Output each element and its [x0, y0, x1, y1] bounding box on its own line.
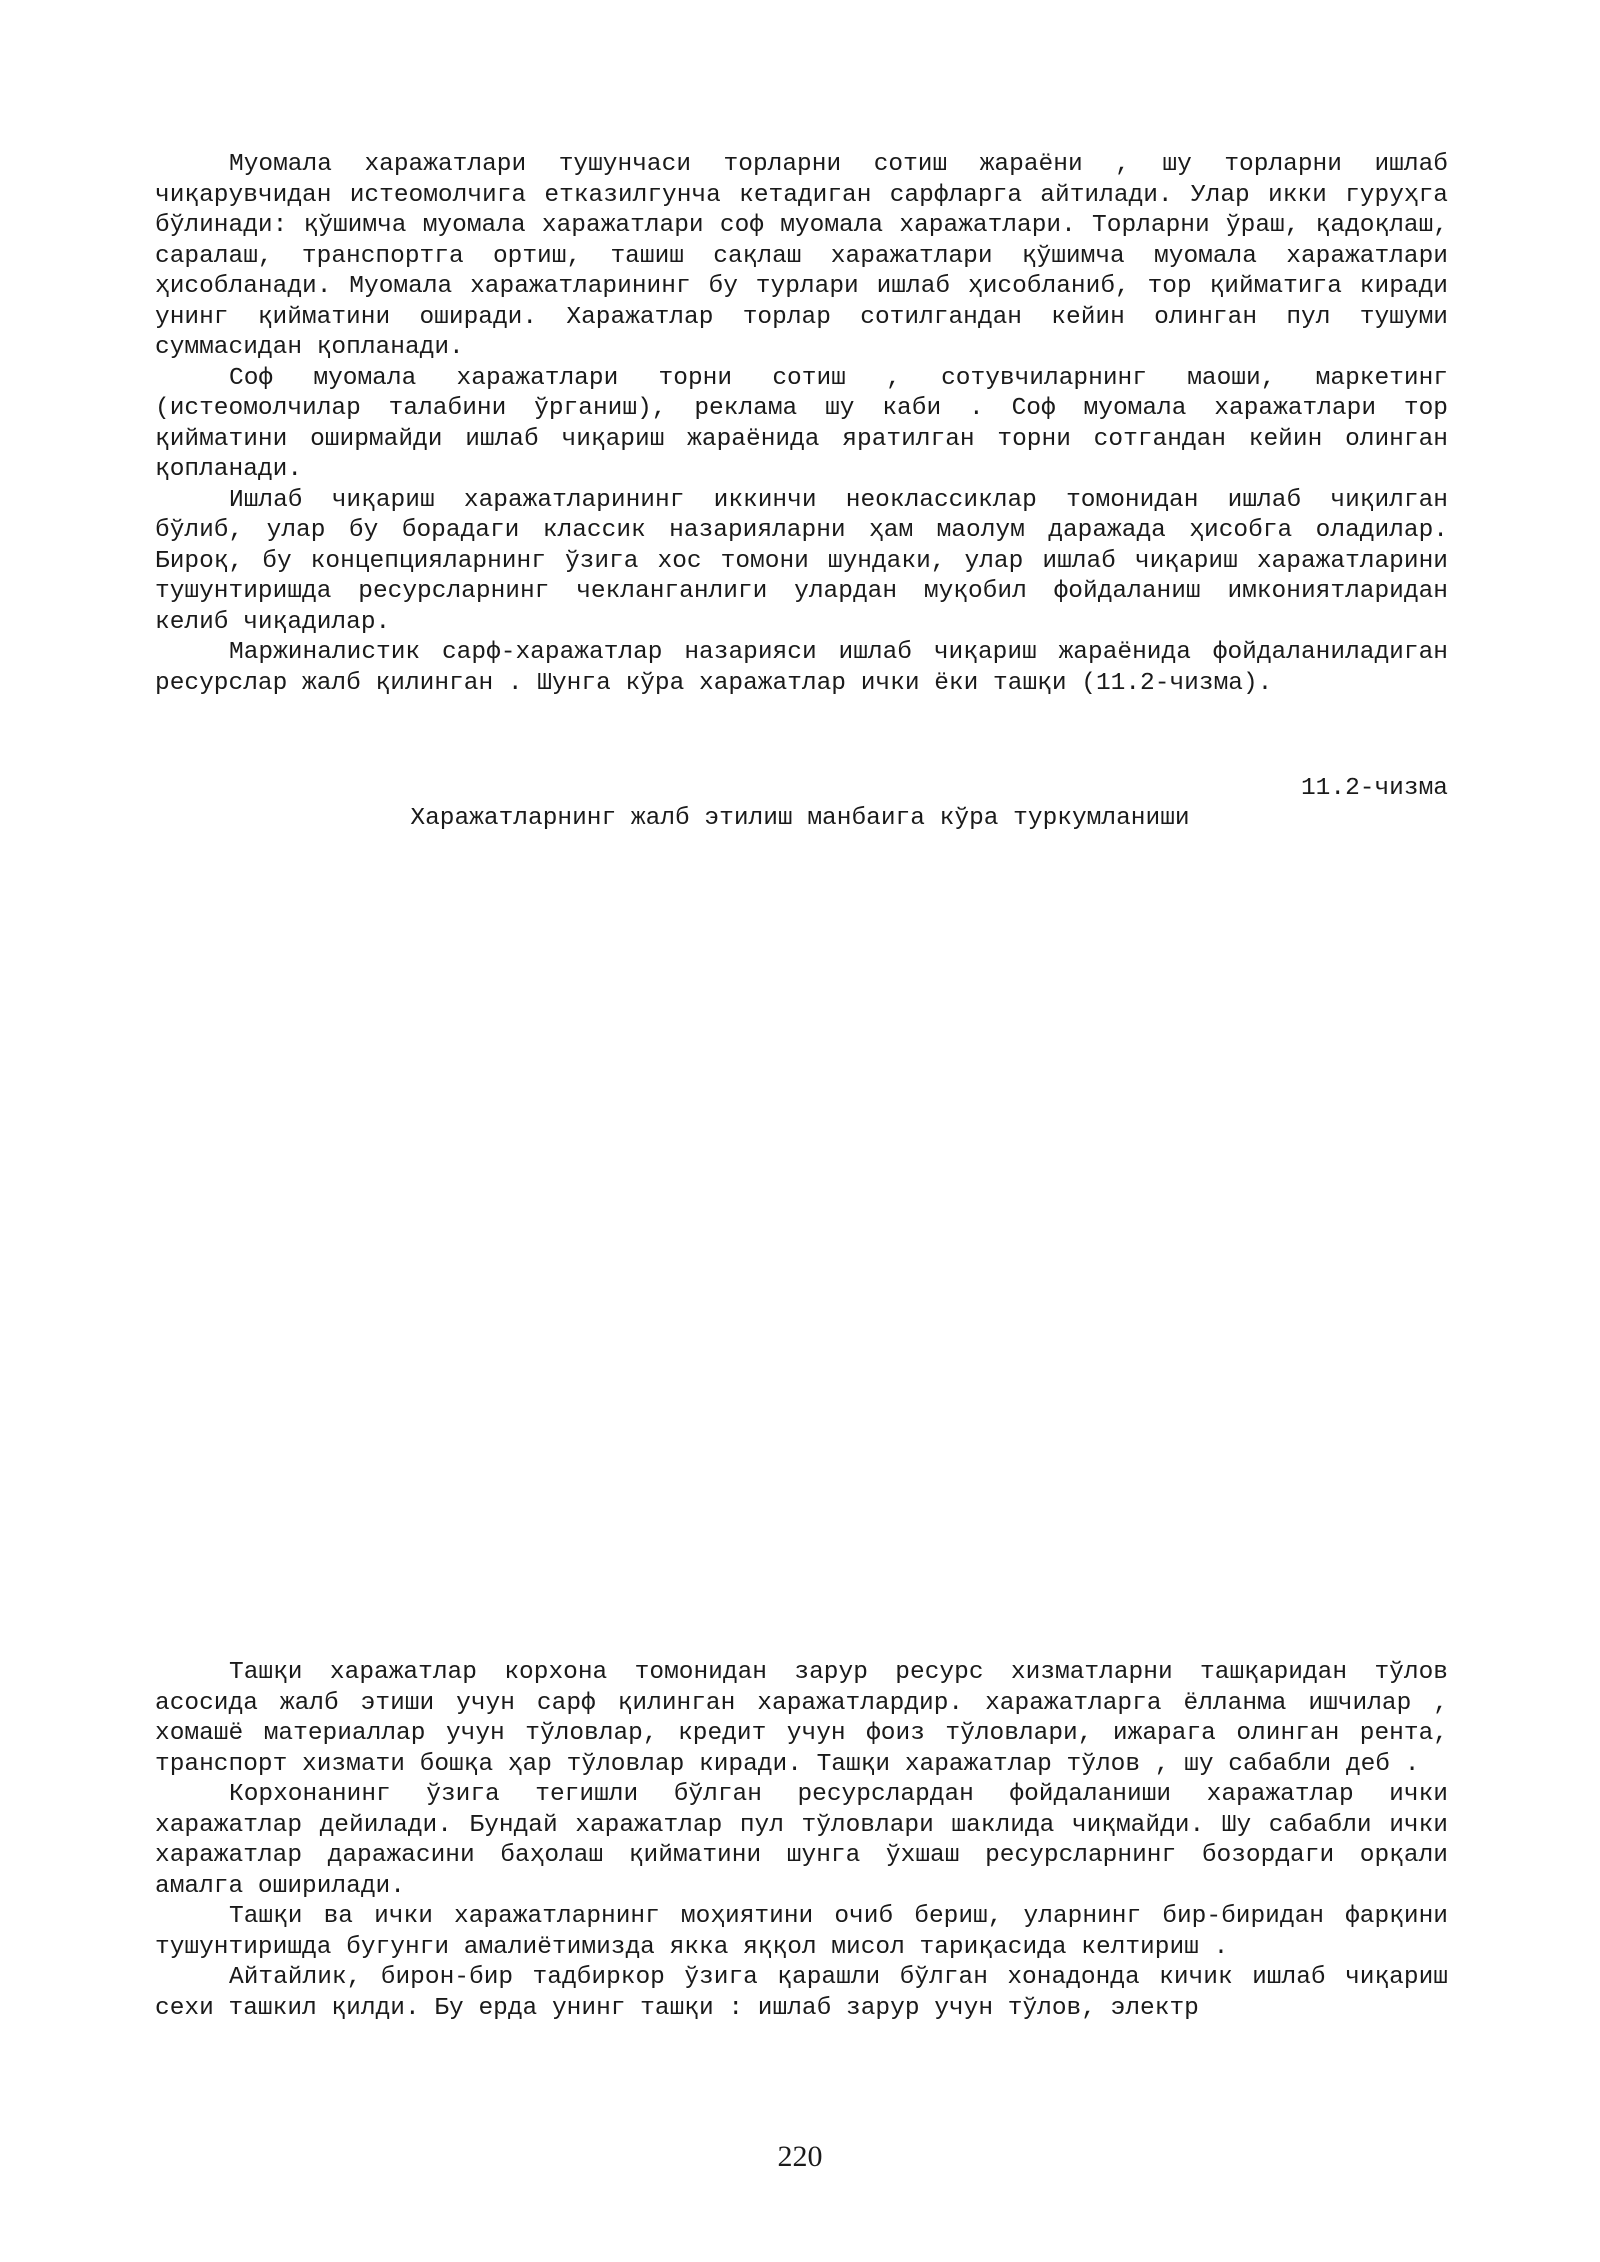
page-number: 220: [777, 2140, 823, 2173]
body-text-top: [155, 150, 1448, 699]
paragraph: Соф муомала харажатлари торни сотиш , сотувчиларнинг маоши, маркетинг (истеомолчилар талабини ўрганиш), реклама шу каби . Соф муомала харажатлари тор қийматини оширмайди ишлаб чиқариш жараёнида яратилган торни сотгандан кейин олинган қопланади.: [155, 364, 1448, 483]
paragraph: Корхонанинг ўзига тегишли бўлган ресурслардан фойдаланиши харажатлар ички харажатлар дейилади. Бундай харажатлар пул тўловлари шаклида чиқмайди. Шу сабабли ички харажатлар даражасини баҳолаш қийматини шунга ўхшаш ресурсларнинг бозордаги орқали амалга оширилади.: [155, 1781, 1448, 1900]
paragraph: Ташқи харажатлар корхона томонидан зарур ресурс хизматларни ташқаридан тўлов асосида жалб этиши учун сарф қилинган харажатлардир. харажатларга ёлланма ишчилар , хомашё материаллар учун тўловлар, кредит учун фоиз тўловлари, ижарага олинган рента, транспорт хизмати бошқа ҳар тўловлар киради. Ташқи харажатлар тўлов , шу сабабли деб .: [155, 1659, 1448, 1778]
paragraph: Айтайлик, бирон-бир тадбиркор ўзига қарашли бўлган хонадонда кичик ишлаб чиқариш сехи ташкил қилди. Бу ерда унинг ташқи : ишлаб зарур учун тўлов, электр: [155, 1964, 1448, 2022]
figure-title: Харажатларнинг жалб этилиш манбаига кўра туркумланиши: [410, 805, 1190, 832]
paragraph: Маржиналистик сарф-харажатлар назарияси ишлаб чиқариш жараёнида фойдаланиладиган ресурслар жалб қилинган . Шунга кўра харажатлар ички ёки ташқи (11.2-чизма).: [155, 639, 1448, 697]
paragraph: Ишлаб чиқариш харажатларининг иккинчи неоклассиклар томонидан ишлаб чиқилган бўлиб, улар бу борадаги классик назарияларни ҳам маолум даражада ҳисобга оладилар. Бироқ, бу концепцияларнинг ўзига хос томони шундаки, улар ишлаб чиқариш харажатларини тушунтиришда ресурсларнинг чекланганлиги улардан муқобил фойдаланиш имкониятларидан келиб чиқадилар.: [155, 486, 1448, 636]
paragraph: Ташқи ва ички харажатларнинг моҳиятини очиб бериш, уларнинг бир-биридан фарқини тушунтиришда бугунги амалиётимизда якка яққол мисол тариқасида келтириш .: [155, 1903, 1448, 1961]
figure-placeholder: [155, 845, 1448, 1635]
figure-number: 11.2-чизма: [1300, 775, 1448, 802]
paragraph: Муомала харажатлари тушунчаси торларни сотиш жараёни , шу торларни ишлаб чиқарувчидан истеомолчига етказилгунча кетадиган сарфларга айтилади. Улар икки гуруҳга бўлинади: қўшимча муомала харажатлари соф муомала харажатлари. Торларни ўраш, қадоқлаш, саралаш, транспортга ортиш, ташиш сақлаш харажатлари қўшимча муомала харажатлари ҳисобланади. Муомала харажатларининг бу турлари ишлаб ҳисобланиб, тор қийматига киради унинг қийматини оширади. Харажатлар торлар сотилгандан кейин олинган пул тушуми суммасидан қопланади.: [155, 151, 1448, 361]
body-text-bottom: [155, 1658, 1448, 2024]
